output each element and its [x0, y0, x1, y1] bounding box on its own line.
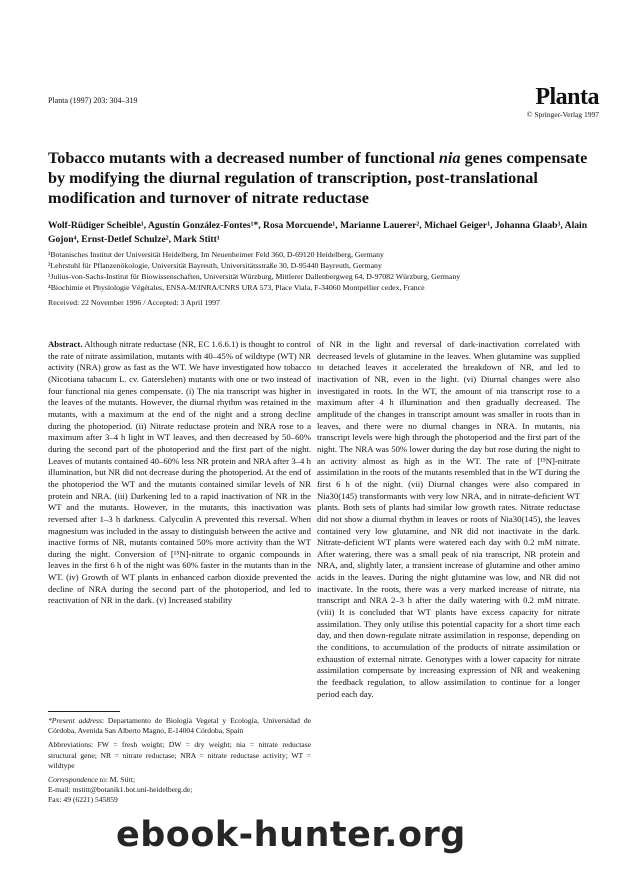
- footnote-divider: [48, 711, 120, 712]
- journal-reference: Planta (1997) 203: 304–319: [48, 96, 138, 105]
- affiliation-3: ³Julius-von-Sachs-Institut für Biowissenschaften, Universität Würzburg, Mittlerer Dallenbergweg 64, D-97082 Würzburg, Germany: [48, 272, 461, 281]
- abstract-heading: Abstract.: [48, 339, 83, 349]
- affiliation-1: ¹Botanisches Institut der Universität Heidelberg, Im Neuenheimer Feld 360, D-69120 Heidelberg, Germany: [48, 250, 384, 259]
- abstract-column-right: [317, 339, 580, 700]
- title-part-1: Tobacco mutants with a decreased number of functional: [48, 149, 439, 167]
- correspondence-name: : M. Stitt;: [105, 775, 136, 785]
- present-address-label: *Present address: [48, 716, 102, 725]
- journal-brand: [527, 86, 599, 119]
- abstract-text-left: Although nitrate reductase (NR, EC 1.6.6.1) is thought to control the rate of nitrate assimilation, mutants with 40–45% of wildtype (WT) NR activity (NRA) grow as fast as the WT. We have investigated how tobacco (Nicotiana tabacum L. cv. Gatersleben) mutants with one or two instead of four functional nia genes compensate. (i) The nia transcript was higher in the leaves of the mutants. However, the diurnal rhythm was retained in the mutants, with a maximum at the end of the night and a strong decline during the photoperiod. (ii) Nitrate reductase protein and NRA rose to a maximum after 3–4 h light in WT leaves, and then decreased by 50–60% during the second part of the photoperiod and the first part of the night. Leaves of mutants contained 40–60% less NR protein and NRA after 3–4 h illumination, but NR did not decrease during the photoperiod. At the end of the photoperiod the WT and the mutants contained similar levels of NR protein and NRA. (iii) Darkening led to a rapid inactivation of NR in the WT and the mutants. However, in the mutants, this inactivation was reversed after 1–3 h darkness. Calyculin A prevented this reversal. When magnesium was included in the assay to distinguish between the active and inactive forms of NR, mutants contained 50% more activity than the WT during the night. Conversion of [¹⁵N]-nitrate to organic compounds in leaves in the first 6 h of the night was 60% faster in the mutants than in the WT. (iv) Growth of WT plants in enhanced carbon dioxide prevented the decline of NRA during the second part of the photoperiod, and led to reactivation of NR in the dark. (v) Increased stability: [48, 339, 311, 606]
- abstract-text-right: of NR in the light and reversal of dark-inactivation correlated with decreased levels of glutamine in the leaves. When glutamine was supplied to detached leaves it accelerated the breakdown of NR, and led to inactivation of NR, even in the light. (vi) Diurnal changes were also investigated in roots. In the WT, the amount of nia transcript rose to a maximum after 4 h illumination and then gradually decreased. The amplitude of the changes in transcript amount was smaller in roots than in leaves, and there were no diurnal changes in NRA. In mutants, nia transcript levels were high through the photoperiod and the first part of the night. The NRA was 50% lower during the day but rose during the night to an activity almost as high as in the WT. The rate of [¹⁵N]-nitrate assimilation in the roots of the mutants resembled that in the WT during the first 6 h of the night. (vii) Diurnal changes were also compared in Nia30(145) transformants with very low NRA, and in nitrate-deficient WT plants. Both sets of plants had similar low growth rates. Nitrate reductase did not show a diurnal rhythm in leaves or roots of Nia30(145), the leaves contained very low glutamine, and NR did not inactivate in the dark. Nitrate-deficient WT plants were watered each day with 0.2 mM nitrate. After watering, there was a small peak of nia transcript, NR protein and NRA, and, slightly later, a transient increase of glutamine and other amino acids in the leaves. During the night glutamine was low, and NR did not inactivate. In the roots, there was a very marked increase of nitrate, nia transcript and NRA 2–3 h after the daily watering with 0.2 mM nitrate. (viii) It is concluded that WT plants have excess capacity for nitrate assimilation. They only utilise this potential capacity for a short time each day, and then down-regulate nitrate assimilation in response, depending on the conditions, to accumulation of the products of nitrate assimilation or exhaustion of external nitrate. Genotypes with a lower capacity for nitrate assimilation compensate by increasing expression of NR and weakening the feedback regulation, to allow assimilation to continue for a longer period each day.: [317, 339, 580, 699]
- article-title: [48, 148, 588, 208]
- abstract-column-left: [48, 339, 311, 607]
- correspondence-email: E-mail: mstitt@botanik1.bot.uni-heidelberg.de;: [48, 785, 193, 795]
- correspondence-fax: Fax: 49 (6221) 545859: [48, 795, 118, 805]
- authors-line-1: Wolf-Rüdiger Scheible¹, Agustín González-Fontes¹*, Rosa Morcuende¹, Marianne Lauerer²,: [48, 220, 425, 231]
- title-part-2: genes compensate by modifying the diurnal regulation of transcription, post-translational modification and turnover of nitrate reductase: [48, 149, 588, 207]
- title-italic-gene: nia: [438, 149, 461, 167]
- footnote-correspondence: [48, 775, 311, 806]
- footnotes: [48, 716, 311, 810]
- authors-line-2: Michael Geiger¹, Johanna Glaab³, Alain Gojon⁴, Ernst-Detlef Schulze², Mark Stitt¹: [48, 220, 588, 245]
- affiliation-2: ²Lehrstuhl für Pflanzenökologie, Universität Bayreuth, Universitätsstraße 30, D-95440 Bayreuth, Germany: [48, 261, 382, 270]
- affiliations: [48, 249, 608, 293]
- journal-logo: Planta: [535, 84, 599, 110]
- author-list: [48, 219, 588, 247]
- correspondence-label: Correspondence to: [48, 775, 106, 785]
- copyright-notice: © Springer-Verlag 1997: [526, 110, 599, 119]
- footnote-abbreviations: Abbreviations: FW = fresh weight; DW = dry weight; nia = nitrate reductase structural gene; NR = nitrate reductase; NRA = nitrate reductase activity; WT = wildtype: [48, 740, 311, 770]
- received-dates: Received: 22 November 1996 / Accepted: 3 April 1997: [48, 298, 220, 307]
- watermark-text: ebook-hunter.org: [116, 815, 466, 855]
- footnote-present-address: [48, 716, 311, 736]
- affiliation-4: ⁴Biochimie et Physiologie Végétales, ENSA-M/INRA/CNRS URA 573, Place Viala, F-34060 Montpellier cedex, France: [48, 283, 425, 292]
- present-address-text: : Departamento de Biología Vegetal y Ecología, Universidad de Córdoba, Avenida San Alberto Magno, E-14004 Córdoba, Spain: [48, 716, 311, 736]
